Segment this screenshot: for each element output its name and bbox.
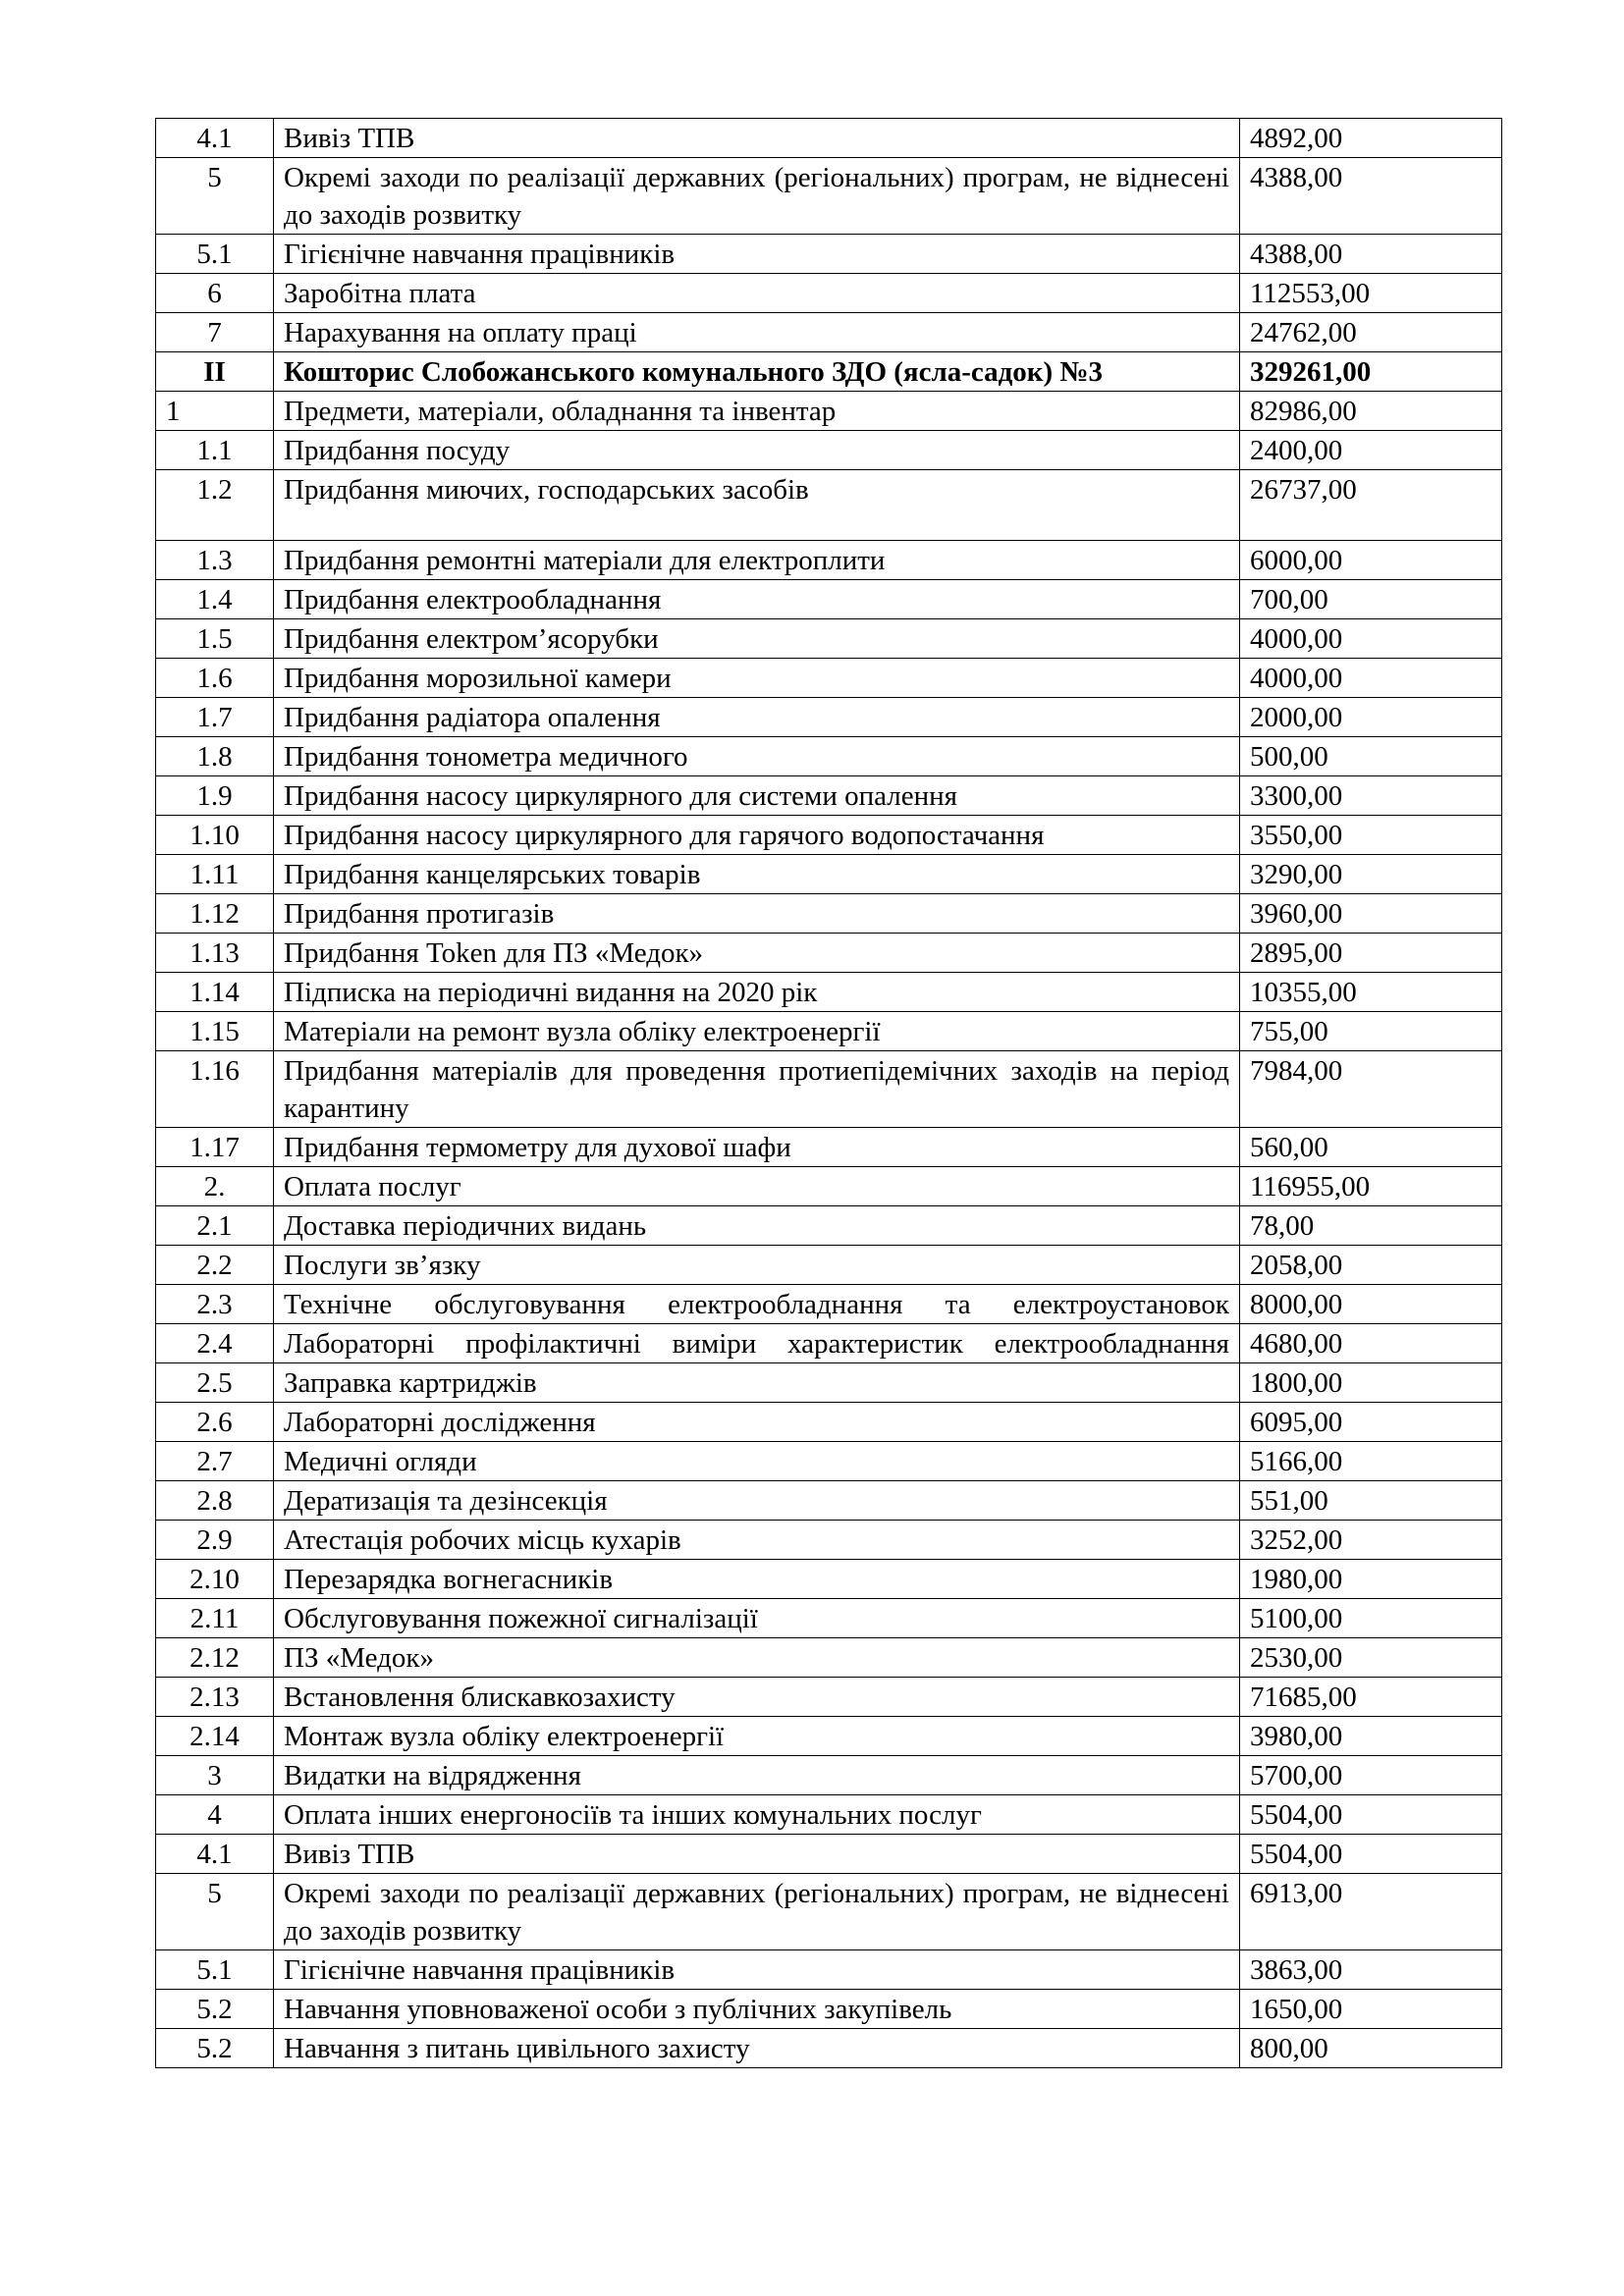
item-description: Підписка на періодичні видання на 2020 рік [274, 973, 1240, 1012]
item-number: 5 [156, 158, 274, 235]
item-number: 2.14 [156, 1717, 274, 1756]
item-number: 5.1 [156, 1950, 274, 1990]
item-description: Нарахування на оплату праці [274, 313, 1240, 352]
item-amount: 1980,00 [1240, 1560, 1502, 1599]
item-amount: 4388,00 [1240, 235, 1502, 274]
item-number: 5.2 [156, 2029, 274, 2068]
table-row [156, 392, 1502, 431]
table-row [156, 1638, 1502, 1678]
estimate-table [155, 118, 1502, 2068]
item-number: 2.2 [156, 1246, 274, 1285]
item-number: 5.2 [156, 1990, 274, 2029]
item-number: 1.1 [156, 431, 274, 470]
item-description: Навчання уповноваженої особи з публічних закупівель [274, 1990, 1240, 2029]
item-amount: 800,00 [1240, 2029, 1502, 2068]
item-number: 1.7 [156, 698, 274, 737]
item-description: Придбання протигазів [274, 894, 1240, 934]
table-row [156, 2029, 1502, 2068]
item-number: 2.4 [156, 1324, 274, 1363]
item-description: Придбання насосу циркулярного для системи опалення [274, 776, 1240, 816]
item-amount: 4892,00 [1240, 119, 1502, 158]
item-description: Придбання посуду [274, 431, 1240, 470]
table-row [156, 1363, 1502, 1403]
table-row [156, 1051, 1502, 1128]
section-number: II [156, 352, 274, 392]
item-number: 1.17 [156, 1128, 274, 1167]
table-row [156, 235, 1502, 274]
item-number: 4 [156, 1795, 274, 1835]
item-amount: 5700,00 [1240, 1756, 1502, 1795]
table-row [156, 119, 1502, 158]
table-row [156, 470, 1502, 541]
table-row [156, 934, 1502, 973]
item-description: Лабораторні дослідження [274, 1403, 1240, 1442]
item-number: 1 [156, 392, 274, 431]
item-description: Встановлення блискавкозахисту [274, 1678, 1240, 1717]
item-amount: 3290,00 [1240, 855, 1502, 894]
item-description: Придбання Token для ПЗ «Медок» [274, 934, 1240, 973]
item-number: 2.10 [156, 1560, 274, 1599]
item-description: Окремі заходи по реалізації державних (регіональних) програм, не віднесені до заходів розвитку [274, 1874, 1240, 1950]
item-amount: 71685,00 [1240, 1678, 1502, 1717]
item-number: 2.12 [156, 1638, 274, 1678]
item-description: Навчання з питань цивільного захисту [274, 2029, 1240, 2068]
section-header-row [156, 352, 1502, 392]
item-number: 1.16 [156, 1051, 274, 1128]
item-amount: 5504,00 [1240, 1795, 1502, 1835]
item-description: Атестація робочих місць кухарів [274, 1521, 1240, 1560]
item-amount: 5166,00 [1240, 1442, 1502, 1481]
item-description: Заробітна плата [274, 274, 1240, 313]
item-number: 4.1 [156, 119, 274, 158]
item-amount: 2000,00 [1240, 698, 1502, 737]
item-number: 2.7 [156, 1442, 274, 1481]
item-number: 2.9 [156, 1521, 274, 1560]
item-amount: 2058,00 [1240, 1246, 1502, 1285]
item-description: Обслуговування пожежної сигналізації [274, 1599, 1240, 1638]
item-number: 4.1 [156, 1835, 274, 1874]
item-number: 6 [156, 274, 274, 313]
item-description: Придбання морозильної камери [274, 659, 1240, 698]
item-description: Придбання ремонтні матеріали для електроплити [274, 541, 1240, 580]
item-description: Придбання термометру для духової шафи [274, 1128, 1240, 1167]
item-amount: 3863,00 [1240, 1950, 1502, 1990]
item-description: Перезарядка вогнегасників [274, 1560, 1240, 1599]
item-amount: 2400,00 [1240, 431, 1502, 470]
item-number: 5.1 [156, 235, 274, 274]
table-row [156, 1560, 1502, 1599]
item-amount: 3960,00 [1240, 894, 1502, 934]
item-amount: 2530,00 [1240, 1638, 1502, 1678]
item-amount: 4388,00 [1240, 158, 1502, 235]
table-row [156, 1324, 1502, 1363]
item-amount: 8000,00 [1240, 1285, 1502, 1324]
item-description: ПЗ «Медок» [274, 1638, 1240, 1678]
item-number: 1.14 [156, 973, 274, 1012]
table-row [156, 659, 1502, 698]
table-row [156, 1950, 1502, 1990]
item-description: Придбання тонометра медичного [274, 737, 1240, 776]
item-amount: 10355,00 [1240, 973, 1502, 1012]
item-description: Придбання насосу циркулярного для гарячого водопостачання [274, 816, 1240, 855]
table-row [156, 580, 1502, 619]
table-row [156, 973, 1502, 1012]
item-description: Окремі заходи по реалізації державних (регіональних) програм, не віднесені до заходів розвитку [274, 158, 1240, 235]
item-number: 2. [156, 1167, 274, 1206]
item-description: Послуги зв’язку [274, 1246, 1240, 1285]
table-row [156, 855, 1502, 894]
item-number: 1.4 [156, 580, 274, 619]
item-description: Оплата послуг [274, 1167, 1240, 1206]
item-description: Придбання радіатора опалення [274, 698, 1240, 737]
item-number: 2.6 [156, 1403, 274, 1442]
table-row [156, 1167, 1502, 1206]
item-description: Оплата інших енергоносіїв та інших комунальних послуг [274, 1795, 1240, 1835]
table-row [156, 158, 1502, 235]
item-amount: 26737,00 [1240, 470, 1502, 541]
item-description: Матеріали на ремонт вузла обліку електроенергії [274, 1012, 1240, 1051]
item-number: 1.13 [156, 934, 274, 973]
item-description: Гігієнічне навчання працівників [274, 1950, 1240, 1990]
item-amount: 2895,00 [1240, 934, 1502, 973]
table-row [156, 1206, 1502, 1246]
table-row [156, 776, 1502, 816]
table-row [156, 541, 1502, 580]
table-row [156, 1835, 1502, 1874]
item-number: 7 [156, 313, 274, 352]
item-amount: 1800,00 [1240, 1363, 1502, 1403]
table-row [156, 1874, 1502, 1950]
item-amount: 755,00 [1240, 1012, 1502, 1051]
table-row [156, 737, 1502, 776]
table-row [156, 619, 1502, 659]
table-row [156, 1128, 1502, 1167]
item-amount: 116955,00 [1240, 1167, 1502, 1206]
item-amount: 4000,00 [1240, 619, 1502, 659]
item-amount: 5504,00 [1240, 1835, 1502, 1874]
item-description: Придбання електрообладнання [274, 580, 1240, 619]
item-description: Дератизація та дезінсекція [274, 1481, 1240, 1521]
item-number: 5 [156, 1874, 274, 1950]
section-total: 329261,00 [1240, 352, 1502, 392]
item-number: 2.3 [156, 1285, 274, 1324]
table-row [156, 1717, 1502, 1756]
item-amount: 6095,00 [1240, 1403, 1502, 1442]
item-description: Придбання матеріалів для проведення протиепідемічних заходів на період карантину [274, 1051, 1240, 1128]
item-number: 3 [156, 1756, 274, 1795]
table-row [156, 1678, 1502, 1717]
item-amount: 4000,00 [1240, 659, 1502, 698]
table-row [156, 1246, 1502, 1285]
item-number: 1.12 [156, 894, 274, 934]
item-amount: 112553,00 [1240, 274, 1502, 313]
table-row [156, 1442, 1502, 1481]
item-amount: 82986,00 [1240, 392, 1502, 431]
item-number: 2.11 [156, 1599, 274, 1638]
table-row [156, 1521, 1502, 1560]
item-description: Придбання миючих, господарських засобів [274, 470, 1240, 541]
table-row [156, 1285, 1502, 1324]
item-number: 1.2 [156, 470, 274, 541]
item-description: Лабораторні профілактичні виміри характеристик електрообладнання [274, 1324, 1240, 1363]
item-description: Предмети, матеріали, обладнання та інвентар [274, 392, 1240, 431]
item-description: Вивіз ТПВ [274, 119, 1240, 158]
item-number: 2.8 [156, 1481, 274, 1521]
table-row [156, 1756, 1502, 1795]
item-description: Гігієнічне навчання працівників [274, 235, 1240, 274]
item-amount: 3550,00 [1240, 816, 1502, 855]
table-row [156, 1599, 1502, 1638]
item-amount: 6000,00 [1240, 541, 1502, 580]
item-description: Доставка періодичних видань [274, 1206, 1240, 1246]
section-title: Кошторис Слобожанського комунального ЗДО (ясла-садок) №3 [274, 352, 1240, 392]
table-row [156, 313, 1502, 352]
item-description: Заправка картриджів [274, 1363, 1240, 1403]
table-row [156, 894, 1502, 934]
item-description: Технічне обслуговування електрообладнання та електроустановок [274, 1285, 1240, 1324]
item-amount: 7984,00 [1240, 1051, 1502, 1128]
item-description: Медичні огляди [274, 1442, 1240, 1481]
table-row [156, 816, 1502, 855]
item-amount: 24762,00 [1240, 313, 1502, 352]
item-amount: 500,00 [1240, 737, 1502, 776]
item-number: 1.8 [156, 737, 274, 776]
table-row [156, 698, 1502, 737]
item-description: Видатки на відрядження [274, 1756, 1240, 1795]
item-number: 1.5 [156, 619, 274, 659]
item-amount: 560,00 [1240, 1128, 1502, 1167]
item-amount: 700,00 [1240, 580, 1502, 619]
item-number: 2.1 [156, 1206, 274, 1246]
table-row [156, 1403, 1502, 1442]
item-amount: 78,00 [1240, 1206, 1502, 1246]
table-row [156, 1012, 1502, 1051]
item-amount: 5100,00 [1240, 1599, 1502, 1638]
item-number: 2.5 [156, 1363, 274, 1403]
item-number: 1.15 [156, 1012, 274, 1051]
item-number: 1.10 [156, 816, 274, 855]
item-amount: 6913,00 [1240, 1874, 1502, 1950]
item-amount: 551,00 [1240, 1481, 1502, 1521]
item-amount: 3980,00 [1240, 1717, 1502, 1756]
table-row [156, 274, 1502, 313]
item-number: 1.6 [156, 659, 274, 698]
item-description: Вивіз ТПВ [274, 1835, 1240, 1874]
item-number: 2.13 [156, 1678, 274, 1717]
table-row [156, 1481, 1502, 1521]
item-amount: 1650,00 [1240, 1990, 1502, 2029]
table-row [156, 1990, 1502, 2029]
item-amount: 4680,00 [1240, 1324, 1502, 1363]
item-amount: 3300,00 [1240, 776, 1502, 816]
item-number: 1.9 [156, 776, 274, 816]
item-description: Придбання електром’ясорубки [274, 619, 1240, 659]
item-description: Монтаж вузла обліку електроенергії [274, 1717, 1240, 1756]
item-number: 1.11 [156, 855, 274, 894]
item-number: 1.3 [156, 541, 274, 580]
table-row [156, 1795, 1502, 1835]
item-description: Придбання канцелярських товарів [274, 855, 1240, 894]
table-row [156, 431, 1502, 470]
item-amount: 3252,00 [1240, 1521, 1502, 1560]
